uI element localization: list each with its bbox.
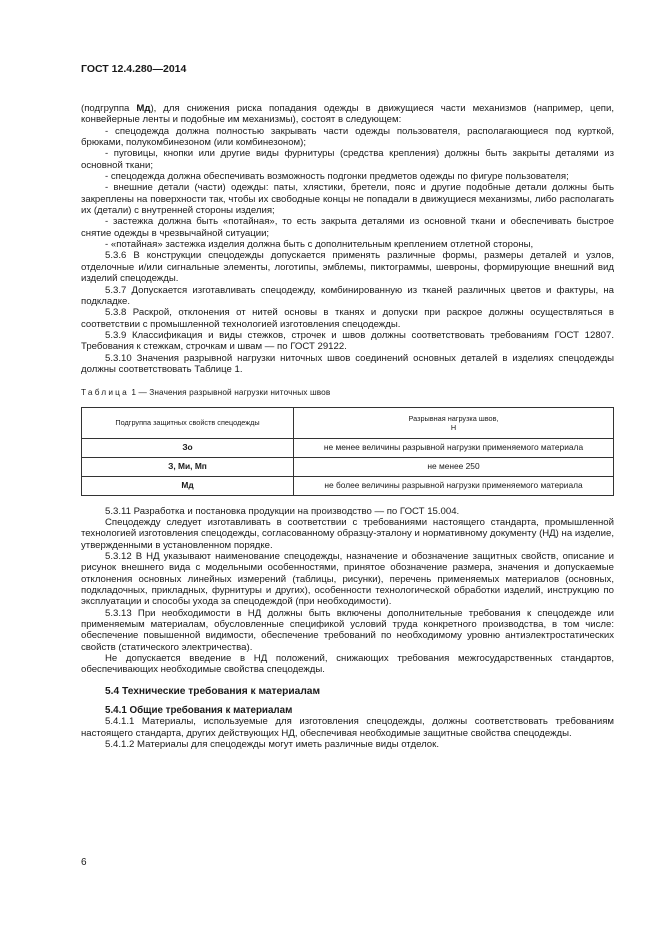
table-row: [82, 457, 614, 476]
clause-5-3-6: 5.3.6 В конструкции спецодежды допускается применять различные формы, размеры деталей и узлов, отделочные и/или сигнальные элементы, логотипы, эмблемы, пиктограммы, шевроны, формирующие внешний вид изделий спецодежды.: [81, 250, 614, 285]
clause-5-4-1-2: 5.4.1.2 Материалы для спецодежды могут иметь различные виды отделок.: [105, 739, 439, 751]
intro-paragraph: (подгруппа Мд), для снижения риска попадания одежды в движущиеся части механизмов (например, цепи, конвейерные ленты и подобные им механизмы), состоят в следующем:: [81, 103, 614, 126]
cell-value: не более величины разрывной нагрузки применяемого материала: [294, 476, 614, 495]
table-caption: Таблица 1 — Значения разрывной нагрузки ниточных швов: [81, 387, 331, 398]
table-row: [82, 476, 614, 495]
clause-5-3-8: 5.3.8 Раскрой, отклонения от нитей основы в тканях и допуски при раскрое должны осуществляться в соответствии с промышленной технологией изготовления спецодежды.: [81, 307, 614, 330]
col-header-load: Разрывная нагрузка швов, Н: [294, 407, 614, 438]
bullet-item: - спецодежда должна полностью закрывать части одежды пользователя, располагающиеся под курткой, брюками, полукомбинезоном (или комбинезоном);: [81, 125, 614, 149]
clause-5-3-7: 5.3.7 Допускается изготавливать спецодежду, комбинированную из тканей различных цветов и фактуры, на подкладке.: [81, 284, 614, 307]
clause-5-3-13: 5.3.13 При необходимости в НД должны быть включены дополнительные требования к спецодежде или применяемым материалам, обусловленные спецификой условий труда конкретного производства, в том числе: обеспечение повышенной видимости, обеспечение требований по необходимому уровню антиэлектростатических свойств (статического электричества).: [81, 607, 614, 653]
clause-5-3-10: 5.3.10 Значения разрывной нагрузки ниточных швов соединений основных деталей в изделиях спецодежды должны соответствовать Таблице 1.: [81, 352, 614, 375]
bullet-item: - внешние детали (части) одежды: паты, хлястики, бретели, пояс и другие подобные детали должны быть закреплены на поверхности так, чтобы их свободные концы не попадали в движущиеся механизмы, либо располагать их (детали) с внутренней стороны изделия;: [81, 182, 614, 217]
bullet-item: - пуговицы, кнопки или другие виды фурнитуры (средства крепления) должны быть закрыты деталями из основной ткани;: [81, 148, 614, 171]
paragraph: Не допускается введение в НД положений, снижающих требования межгосударственных стандартов, обеспечивающих необходимые свойства спецодежды.: [81, 653, 614, 676]
cell-value: не менее величины разрывной нагрузки применяемого материала: [294, 438, 614, 457]
cell-group: З, Ми, Мп: [82, 457, 294, 476]
clause-5-3-12: 5.3.12 В НД указывают наименование спецодежды, назначение и обозначение защитных свойств, описание и рисунок внешнего вида с модельными особенностями, принятое обозначение размера, значения и допускаемые отклонения основных линейных измерений (таблицы, рисунки), перечень применяемых материалов (основных, подкладочных, прикладных, фурнитуры и других), особенности технологической обработки изделий, инструкцию по эксплуатации и способы ухода за спецодеждой (при необходимости).: [81, 550, 614, 608]
bullet-item: - спецодежда должна обеспечивать возможность подгонки предметов одежды по фигуре пользователя;: [105, 171, 569, 183]
page-number: 6: [81, 857, 87, 868]
cell-group: Мд: [82, 476, 294, 495]
cell-group: Зо: [82, 438, 294, 457]
clause-5-3-9: 5.3.9 Классификация и виды стежков, строчек и швов должны соответствовать требованиям ГОСТ 12807. Требования к стежкам, строчкам и швам — по ГОСТ 29122.: [81, 329, 614, 353]
seam-load-table: [81, 407, 614, 496]
bullet-item: - «потайная» застежка изделия должна быть с дополнительным креплением отлетной стороны,: [105, 239, 534, 251]
paragraph: Спецодежду следует изготавливать в соответствии с требованиями настоящего стандарта, промышленной технологией изготовления спецодежды, согласованному образцу-эталону и нормативному документу (НД) на изделие, утвержденными в установленном порядке.: [81, 516, 614, 551]
clause-5-3-11: 5.3.11 Разработка и постановка продукции на производство — по ГОСТ 15.004.: [105, 505, 460, 517]
bullet-item: - застежка должна быть «потайная», то есть закрыта деталями из основной ткани и обеспечивать быстрое снятие одежды в чрезвычайной ситуации;: [81, 216, 614, 239]
section-heading-5-4: 5.4 Технические требования к материалам: [105, 685, 321, 697]
subgroup-md: Мд: [136, 103, 151, 114]
table-header-row: [82, 407, 614, 438]
clause-5-4-1-1: 5.4.1.1 Материалы, используемые для изготовления спецодежды, должны соответствовать требованиям настоящего стандарта, других действующих НД, обеспечивая необходимые защитные свойства спецодежды.: [81, 716, 614, 739]
cell-value: не менее 250: [294, 457, 614, 476]
col-header-subgroup: Подгруппа защитных свойств спецодежды: [82, 407, 294, 438]
document-body: [81, 103, 614, 750]
document-header: ГОСТ 12.4.280—2014: [81, 63, 187, 75]
section-heading-5-4-1: 5.4.1 Общие требования к материалам: [105, 705, 293, 717]
table-row: [82, 438, 614, 457]
